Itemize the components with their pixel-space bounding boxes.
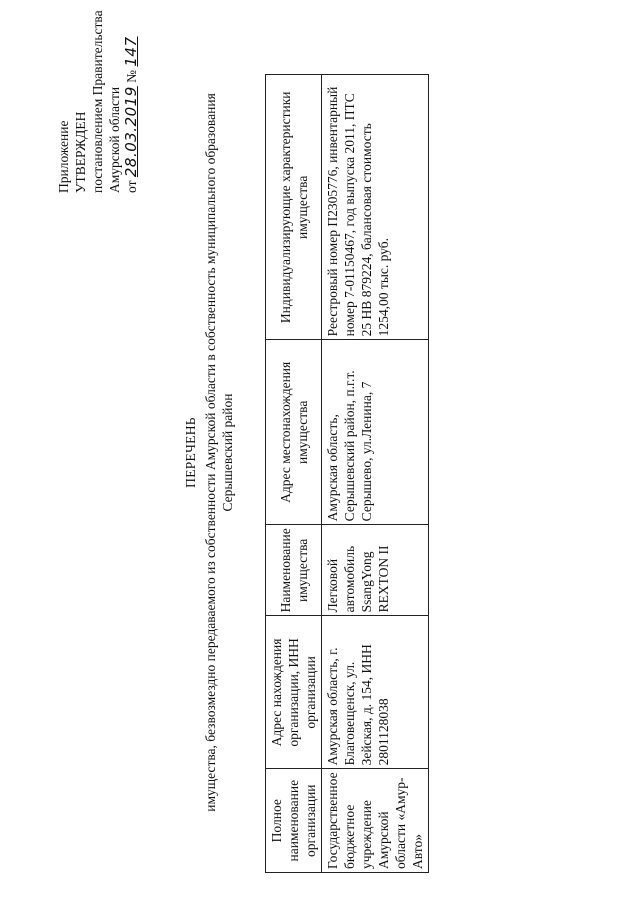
document-title: ПЕРЕЧЕНЬ <box>183 417 198 488</box>
number-prefix: № <box>124 69 139 83</box>
table-row <box>322 75 429 873</box>
approved-label: УТВЕРЖДЕН <box>73 111 88 193</box>
column-header-property-address: Адрес местонахождения имущества <box>266 340 322 525</box>
cell-property-address: Амурская область, Серышевский район, п.г.т. Серышево, ул.Ленина, 7 <box>322 340 429 525</box>
document-subtitle-district: Серышевский район <box>220 393 235 512</box>
date-prefix: от <box>124 180 139 193</box>
cell-characteristics: Реестровый номер П2305776, инвентарный номер 7-01150467, год выпуска 2011, ПТС 25 НВ 879224, балансовая стоимость 1254,00 тыс. руб. <box>322 75 429 340</box>
cell-org-name: Государственное бюджетное учреждение Амурской области «Амур-Авто» <box>322 769 429 873</box>
date-number-line <box>123 8 140 193</box>
column-header-characteristics: Индивидуализирующие характеристики имущества <box>266 75 322 340</box>
column-header-org-address: Адрес нахождения организации, ИНН организации <box>266 616 322 769</box>
property-table <box>265 74 429 873</box>
document-subtitle: имущества, безвозмездно передаваемого из собственности Амурской области в собственность муниципального образования <box>203 93 218 812</box>
cell-org-address: Амурская область, г. Благовещенск, ул. Зейская, д. 154, ИНН 2801128038 <box>322 616 429 769</box>
decree-label: постановлением Правительства <box>90 10 105 193</box>
decree-date: 28.03.2019 <box>122 86 140 178</box>
region-label: Амурской области <box>107 86 122 193</box>
column-header-property-name: Наименование имущества <box>266 525 322 616</box>
appendix-label: Приложение <box>56 120 71 193</box>
column-header-org-name: Полное наименование организации <box>266 769 322 873</box>
cell-property-name: Легковой автомобиль SsangYong REXTON II <box>322 525 429 616</box>
decree-number: 147 <box>122 36 140 67</box>
table-header-row <box>266 75 322 873</box>
approval-block <box>55 8 140 193</box>
